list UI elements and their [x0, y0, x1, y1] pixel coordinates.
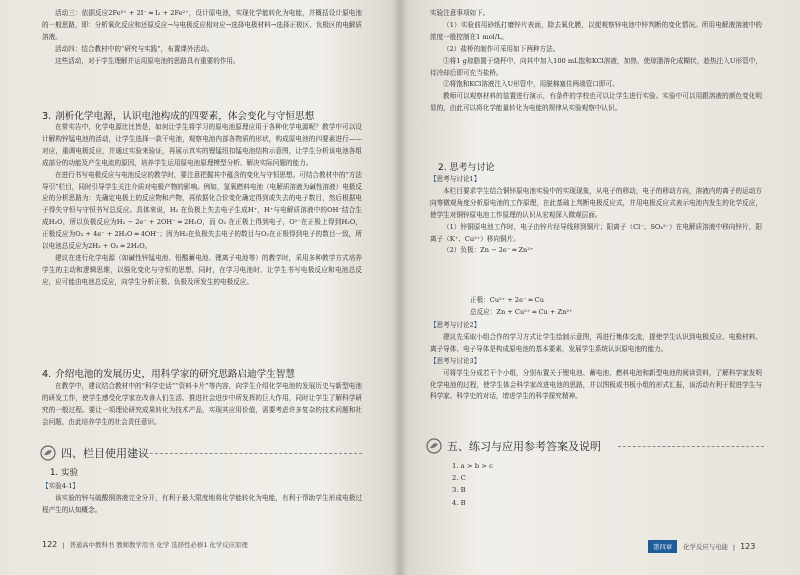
sub-heading: 1. 实验 — [50, 468, 79, 478]
paragraph: （2）负极：Zn − 2e⁻ ═ Zn²⁺ — [443, 246, 534, 255]
paragraph: （1）实验前用砂纸打磨锌片表面，除去氧化膜，以便观察锌电池中锌判断的变化情况。所用电解液溶液中的浓度一般控制在1 mol/L。 — [430, 20, 762, 41]
list-item: 4. B — [452, 498, 466, 507]
section-leaf-icon — [40, 445, 56, 461]
section-title: 五、练习与应用参考答案及说明 — [447, 440, 601, 453]
experiment-label: 【实验4-1】 — [42, 482, 79, 490]
paragraph: 活动三：依据反应2Fe³⁺ + 2I⁻ ═ I₂ + 2Fe²⁺，设计原电池，实现化学能转化为电能，并概括设计原电池的一般思路，即：分析氧化反应和还原反应→与电极反应相对应→选择电极材料→选择正极区、负极区的电解质溶液。 — [42, 9, 362, 41]
left-footer: 122 | 普通高中教科书 教师教学用书 化学 选择性必修1 化学反应原理 — [42, 540, 248, 549]
footer-text: 普通高中教科书 教师教学用书 化学 选择性必修1 化学反应原理 — [69, 541, 248, 549]
paragraph: 在进行书写电极反应与电池反应的教学时，要注意把握其中蕴含的变化与守恒思想。可结合教材中的“方法导引”栏目，同时引导学生关注介质对电极产物的影响。例如，氢氧燃料电池（电解质溶液为碱性溶液）电极反应的分析思路为：先确定电极上的反应物和产物，再依据化合价变化确定得到或失去的电子数目，然后根据电子得失守恒与守恒书写总反应。具体来说，H₂ 在负极上失去电子生成H⁺，H⁺与电解质溶液中的OH⁻结合生成H₂O，所以负极反应为H₂ − 2e⁻ + 2OH⁻ ═ 2H₂O，而 O₂ 在正极上得到电子，O²⁻在正极上得到H₂O，正极反应为O₂ + 4e⁻ + 2H₂O ═ 4OH⁻；因为H₂在负极失去电子的数目与O₂在正极得到电子的数目一致，所以电池总反应为2H₂ + O₂ ═ 2H₂O。 — [42, 170, 362, 251]
paragraph: 该实验的锌与硫酸铜溶液完全分开，有利于最大限度地将化学能转化为电能，有利于帮助学生形成电极过程产生的认知概念。 — [42, 493, 362, 514]
left-sec4-block — [42, 381, 362, 429]
right-top-block — [430, 8, 762, 115]
sub-heading: 2. 思考与讨论 — [438, 163, 495, 173]
paragraph: 本栏目要求学生结合铜锌原电池实验中的实现现象，从电子的移动，电子的移动方向，溶液内的离子的运动方向等微观角度分析原电池的工作原理，在此基础上判断电极反应式，并用电极反应式表示电池内发生的化学反应，使学生对铜锌原电池工作原理的认识从宏观深入微观层面。 — [430, 186, 762, 219]
page-number: 123 — [740, 542, 756, 551]
formula-block — [470, 294, 572, 318]
discussion2-block — [430, 320, 762, 403]
discussion1-block — [430, 174, 762, 257]
list-item: 2. C — [452, 474, 466, 483]
right-footer: 第四章 化学反应与电能 | 123 — [648, 540, 755, 553]
paragraph: ①将1 g琼脂置于烧杯中，向其中加入100 mL饱和KCl溶液，加热，使琼脂溶化成糊状，趁热注入U形管中，待冷却后即可充当盐桥。 — [430, 56, 762, 77]
section-heading-5 — [426, 437, 601, 455]
list-item: 1. a > b > c — [452, 462, 493, 470]
section-divider — [130, 453, 362, 454]
paragraph: 教师可以观察材料的装置进行演示，有条件的学校也可以让学生进行实验。实验中可以用跟溶液的颜色变化明显的，由此可以将化学能量转化为电能的规律从实验观察中认识。 — [430, 92, 762, 113]
paragraph: 在教学中，建议结合教材中的“科学史话”“资料卡片”等内容，向学生介绍化学电池的发展历史与新型电池的研发工作，使学生感受化学家在改善人们生活、推进社会进步中所发挥的巨大作用，同时让学生了解科学研究的一般过程。要让一项理论研究成果转化为技术产品，实现其应用价值，需要考虑许多复杂的技术问题和社会问题，由此培养学生的社会责任意识。 — [42, 382, 362, 426]
section-title: 四、栏目使用建议 — [61, 447, 149, 460]
formula-positive: 正极：Cu²⁺ + 2e⁻ ═ Cu — [470, 296, 544, 304]
heading-4: 4. 介绍电池的发展历史，用科学家的研究思路启迪学生智慧 — [42, 369, 295, 380]
list-item: 3. B — [452, 486, 466, 495]
page-number: 122 — [42, 540, 58, 549]
discussion-label: 【思考与讨论3】 — [430, 356, 481, 365]
paragraph: ②将饱和KCl溶液注入U形管中，用脱棉塞住两端管口即可。 — [443, 80, 619, 89]
paragraph: 实验注意事项如下。 — [430, 9, 490, 17]
paragraph: 建议在进行化学电源（如碱性锌锰电池、铅酸蓄电池、锂离子电池等）的教学时，采用多种教学方式培养学生的主动和逻辑思维，以强化变化与守恒的思想，同时，在学习电池时，让学生书写电极反应和电池总反应，应可能由电池总反应，向学生分析正极、负极及所发生的电极反应。 — [42, 253, 362, 286]
paragraph: 可将学生分成若干个小组，分别布置关于锂电池、蓄电池、燃料电池和新型电池的阅读资料，了解科学家发明化学电池的过程，使学生体会科学家改进电池的思路，并以图板或书板小组的形式汇报，该活动有利于促进学生与科学家、科学史的对话，增进学生的科学探究精神。 — [430, 368, 762, 401]
left-page — [0, 0, 398, 575]
right-page — [402, 0, 800, 575]
left-sec3-block — [42, 122, 362, 289]
discussion-label: 【思考与讨论1】 — [430, 175, 481, 183]
paragraph: 这些活动，对于学生理解并运用原电池的思路具有重要的作用。 — [55, 56, 240, 65]
chapter-badge: 第四章 — [648, 540, 677, 553]
paragraph: （2）盐桥的制作可采用如下两种方法。 — [443, 44, 560, 53]
paragraph: 活动四：结合教材中的“研究与实践”，布置课外活动。 — [55, 44, 214, 53]
experiment-block — [42, 481, 362, 517]
heading-3: 3. 剖析化学电源，认识电池构成的四要素，体会变化与守恒思想 — [42, 111, 315, 122]
footer-text: 化学反应与电能 — [683, 543, 728, 551]
left-top-block — [42, 8, 362, 68]
answer-list — [452, 460, 493, 509]
paragraph: （1）锌铜原电池工作时，电子由锌片经导线移到铜片；阳离子（Cl⁻、SO₄²⁻）在电解质溶液中移向锌片，阳离子（K⁺、Cu²⁺）移向铜片。 — [430, 222, 762, 243]
paragraph: 在常实告中，化学电源比比皆是，如何让学生将学习的原电池原理应用于各种化学电源呢？教学中可以设计解构锌锰电池的活动，让学生选择一款干电池，观察电池内部各物质的形状，构成原电池的四要素进行——对应，重调电极反应，并通过实验来验证，再展示真实的锂锰纽扣锰电池结构示意图，让学生分析该电池各组成部分的功能及产生电流的原因，培养学生运用原电池原理模型分析、解决实际问题的能力。 — [42, 123, 362, 167]
section-divider — [618, 446, 764, 447]
section-leaf-icon — [426, 438, 442, 454]
formula-total: 总反应：Zn + Cu²⁺ ═ Cu + Zn²⁺ — [470, 308, 573, 316]
discussion-label: 【思考与讨论2】 — [430, 321, 481, 329]
paragraph: 建议先采取小组合作的学习方式让学生绘制示意图，再进行集体交流，提使学生认识到电极反应、电极材料、离子导体、电子导体是构成原电池的基本要素，发展学生系统认识原电池的能力。 — [430, 332, 762, 353]
